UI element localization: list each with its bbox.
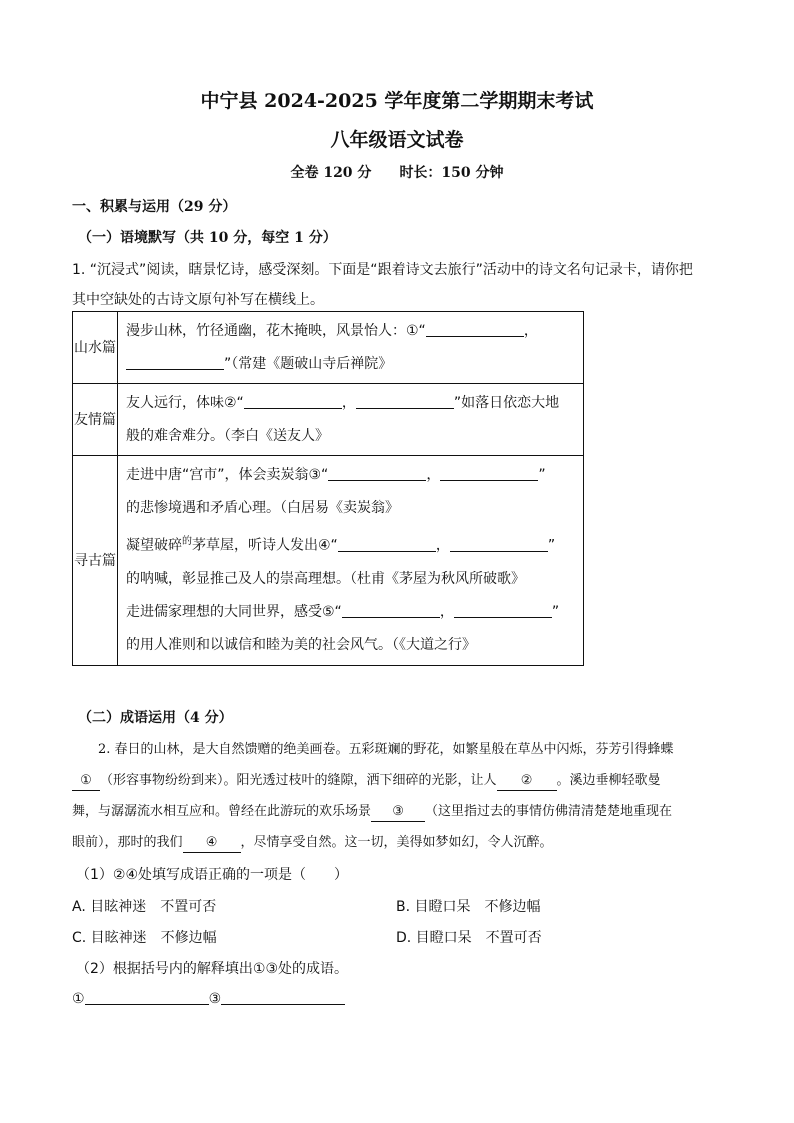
row3e-quote: ” xyxy=(551,603,560,620)
row2-text-after: ”如落日依恋大地 xyxy=(453,394,560,411)
row3c-comma: ， xyxy=(435,537,450,554)
q1-text-line1: 1. “沉浸式”阅读，瞎景忆诗，感受深刻。下面是“跟着诗文去旅行”活动中的诗文名句记录卡，请你把 xyxy=(72,262,693,278)
part2-heading: （二）成语运用（4 分） xyxy=(78,710,233,726)
blank-2a[interactable] xyxy=(244,394,342,409)
part1-heading: （一）语境默写（共 10 分，每空 1 分） xyxy=(78,230,337,246)
row1-source: ”（常建《题破山寺后禅院》 xyxy=(224,355,393,372)
passage-line3b: （这里指过去的事情仿佛清清楚楚地重现在 xyxy=(425,804,673,819)
exam-meta xyxy=(0,162,794,182)
q1-text-line2: 其中空缺处的古诗文原句补写在横线上。 xyxy=(72,292,324,308)
category-friendship: 友情篇 xyxy=(73,384,118,456)
q2-sub1: （1）②④处填写成语正确的一项是（ ） xyxy=(76,867,349,883)
row3c-sup: 的 xyxy=(182,536,192,548)
option-d[interactable]: D. 目瞪口呆 不置可否 xyxy=(396,930,542,946)
row3c-quote: ” xyxy=(547,537,556,554)
row3e-text: 走进儒家理想的大同世界，感受⑤“ xyxy=(126,603,342,620)
q2-passage xyxy=(72,734,722,858)
row3a-comma: ， xyxy=(426,467,441,484)
row2-source: 般的难舍难分。（李白《送友人》 xyxy=(126,427,329,444)
passage-line2b: 。溪边垂柳轻歌曼 xyxy=(556,773,661,788)
idiom-blank-2[interactable]: ② xyxy=(497,772,557,791)
answer-1-blank[interactable] xyxy=(85,990,209,1005)
row3d-text: 的呐喊，彰显推己及人的崇高理想。（杜甫《茅屋为秋风所破歌》 xyxy=(126,570,525,587)
row1-text: 漫步山林，竹径通幽，花木掩映，风景怡人：①“ xyxy=(126,322,426,339)
passage-line3: 舞，与潺潺流水相互应和。曾经在此游玩的欢乐场景 xyxy=(72,804,372,819)
blank-4a[interactable] xyxy=(338,537,436,552)
passage-line4: 眼前），那时的我们 xyxy=(72,835,183,850)
passage-line1: 2. 春日的山林，是大自然馈赠的绝美画卷。五彩斑斓的野花，如繁星般在草丛中闪烁，芬芳引得蜂蝶 xyxy=(98,742,674,757)
blank-5b[interactable] xyxy=(454,603,552,618)
row3b-text: 的悲惨境遇和矛盾心理。（白居易《卖炭翁》 xyxy=(126,500,399,517)
blank-1a[interactable] xyxy=(426,322,524,337)
idiom-blank-3[interactable]: ③ xyxy=(371,803,425,822)
blank-1b[interactable] xyxy=(126,355,224,370)
row3a-text: 走进中唐“宫市”，体会卖炭翁③“ xyxy=(126,467,329,484)
passage-line2: （形容事物纷纷到来）。阳光透过枝叶的缝隙，洒下细碎的光影，让人 xyxy=(100,773,497,788)
row-friendship xyxy=(118,384,584,456)
row3a-quote: ” xyxy=(538,467,546,484)
blank-3a[interactable] xyxy=(328,466,426,481)
exam-title: 中宁县 2024-2025 学年度第二学期期末考试 xyxy=(200,90,594,112)
row3f-text: 的用人准则和以诚信和睦为美的社会风气。（《大道之行》 xyxy=(126,636,476,653)
poem-record-table xyxy=(72,311,584,666)
idiom-blank-1[interactable]: ① xyxy=(72,772,100,791)
section-heading: 一、积累与运用（29 分） xyxy=(72,199,237,215)
blank-4b[interactable] xyxy=(450,537,548,552)
option-b[interactable]: B. 目瞪口呆 不修边幅 xyxy=(396,899,541,915)
row2-text: 友人远行，体味②“ xyxy=(126,394,244,411)
row-ancient xyxy=(118,456,584,666)
idiom-blank-4[interactable]: ④ xyxy=(183,834,241,853)
duration: 时长：150 分钟 xyxy=(399,165,504,181)
row3e-comma: ， xyxy=(439,603,454,620)
exam-subtitle: 八年级语文试卷 xyxy=(330,129,464,151)
total-score: 全卷 120 分 xyxy=(290,165,372,181)
category-landscape: 山水篇 xyxy=(73,312,118,384)
blank-2b[interactable] xyxy=(356,394,454,409)
row3c-text-mid: 茅草屋，听诗人发出④“ xyxy=(192,537,338,554)
answer-1-label: ① xyxy=(72,991,85,1007)
answer-3-label: ③ xyxy=(208,991,222,1007)
option-a[interactable]: A. 目眩神迷 不置可否 xyxy=(72,899,217,915)
option-c[interactable]: C. 目眩神迷 不修边幅 xyxy=(72,930,217,946)
answer-3-blank[interactable] xyxy=(221,990,345,1005)
row1-comma: ， xyxy=(523,322,538,339)
answer-line xyxy=(72,990,345,1007)
blank-3b[interactable] xyxy=(440,466,538,481)
category-ancient: 寻古篇 xyxy=(73,456,118,666)
passage-line4b: ，尽情享受自然。这一切，美得如梦如幻，令人沉醉。 xyxy=(240,835,553,850)
blank-5a[interactable] xyxy=(342,603,440,618)
row2-comma: ， xyxy=(341,394,356,411)
row3c-text: 凝望破碎 xyxy=(126,537,182,554)
row-landscape xyxy=(118,312,584,384)
q2-sub2: （2）根据括号内的解释填出①③处的成语。 xyxy=(76,961,349,977)
